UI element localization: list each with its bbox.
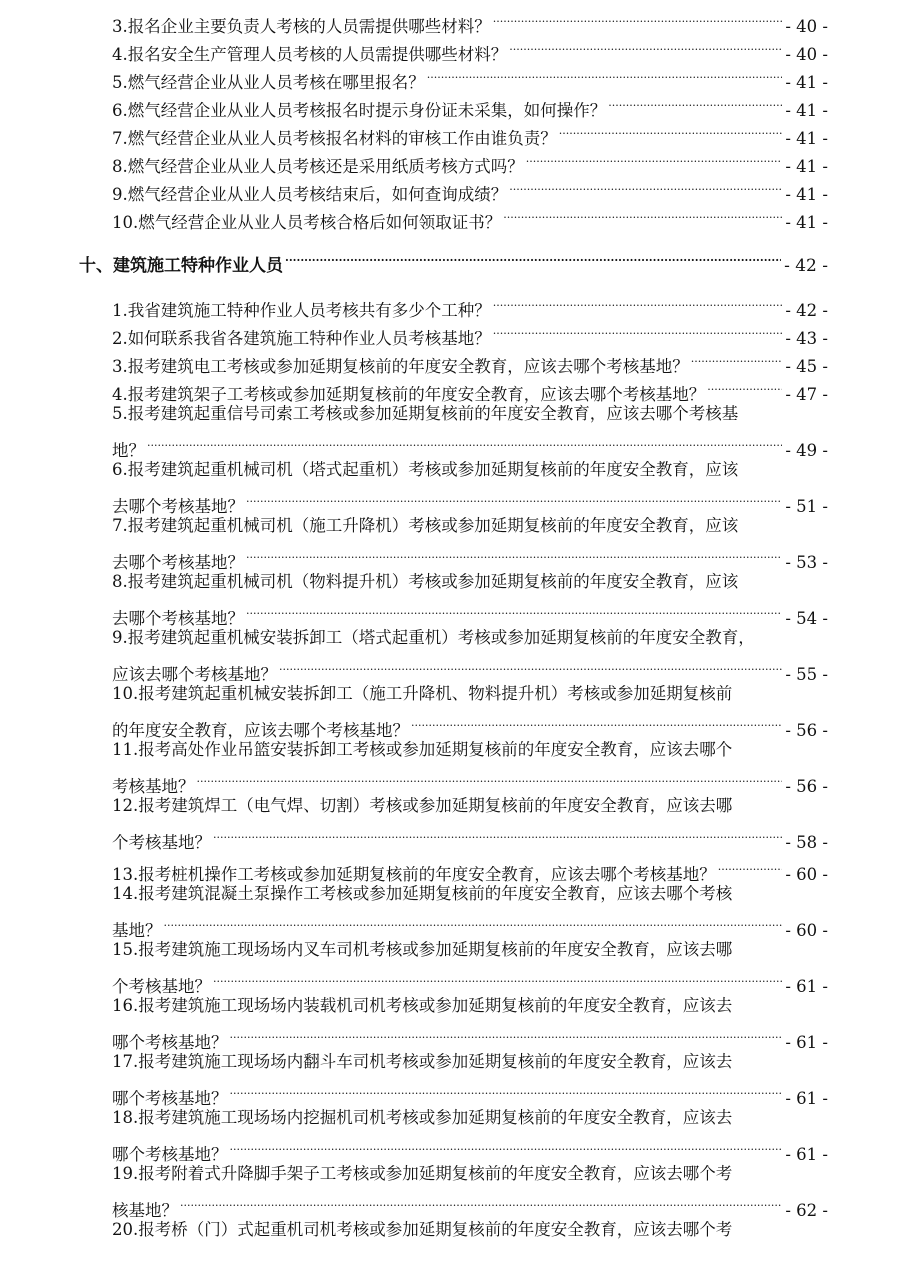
toc-entry-title: 4.报名安全生产管理人员考核的人员需提供哪些材料？ [112,45,508,64]
leader-dots [705,372,782,400]
toc-entry-title: 9.燃气经营企业从业人员考核结束后，如何查询成绩？ [112,185,508,204]
toc-entry-page: - 60 - [785,921,828,940]
toc-entry[interactable] [112,316,828,348]
toc-entry-title-cont: 的年度安全教育，应该去哪个考核基地？ [112,721,409,740]
leader-dots [606,88,782,116]
toc-entry-title: 8.报考建筑起重机械司机（物料提升机）考核或参加延期复核前的年度安全教育，应该 [112,572,739,591]
toc-entry[interactable] [112,1104,828,1164]
toc-entry-page: - 56 - [785,777,828,796]
leader-dots [524,144,783,172]
toc-entry[interactable] [112,200,828,232]
toc-entry-page: - 62 - [785,1201,828,1220]
toc-entry[interactable] [112,4,828,36]
toc-entry[interactable] [112,1216,828,1244]
toc-entry-title: 10.燃气经营企业从业人员考核合格后如何领取证书？ [112,213,502,232]
toc-entry-title: 10.报考建筑起重机械安装拆卸工（施工升降机、物料提升机）考核或参加延期复核前 [112,684,733,703]
toc-entry[interactable] [112,88,828,120]
toc-entry-title-cont: 考核基地？ [112,777,195,796]
toc-entry[interactable] [112,1160,828,1220]
toc-entry-title: 3.报考建筑电工考核或参加延期复核前的年度安全教育，应该去哪个考核基地？ [112,357,689,376]
toc-entry[interactable] [112,512,828,572]
toc-entry[interactable] [112,680,828,740]
leader-dots [491,4,783,32]
toc-entry[interactable] [112,880,828,940]
toc-entry[interactable] [112,852,828,884]
toc-entry[interactable] [112,936,828,996]
toc-entry-title-cont: 核基地？ [112,1201,178,1220]
toc-entry-title: 20.报考桥（门）式起重机司机考核或参加延期复核前的年度安全教育，应该去哪个考 [112,1220,733,1239]
toc-entry-page: - 61 - [785,1033,828,1052]
leader-dots [689,344,783,372]
leader-dots [244,484,782,512]
toc-entry-page: - 40 - [785,45,828,64]
toc-entry-page: - 53 - [785,553,828,572]
leader-dots [244,540,782,568]
toc-entry[interactable] [112,1048,828,1108]
leader-dots [211,820,782,848]
leader-dots [277,652,782,680]
leader-dots [228,1020,783,1048]
toc-entry-page: - 41 - [785,157,828,176]
toc-entry-title-cont: 个考核基地？ [112,833,211,852]
toc-entry-title-cont: 去哪个考核基地？ [112,497,244,516]
toc-entry-title-cont: 个考核基地？ [112,977,211,996]
toc-entry[interactable] [112,60,828,92]
toc-section-heading[interactable] [79,243,828,276]
toc-entry[interactable] [112,344,828,376]
toc-entry-page: - 40 - [785,17,828,36]
toc-entry-page: - 54 - [785,609,828,628]
toc-entry-page: - 55 - [785,665,828,684]
toc-entry[interactable] [112,288,828,320]
leader-dots [557,116,783,144]
toc-entry[interactable] [112,736,828,796]
toc-entry-title: 12.报考建筑焊工（电气焊、切割）考核或参加延期复核前的年度安全教育，应该去哪 [112,796,733,815]
toc-entry[interactable] [112,32,828,64]
leader-dots [491,316,783,344]
toc-entry-title: 6.报考建筑起重机械司机（塔式起重机）考核或参加延期复核前的年度安全教育，应该 [112,460,739,479]
toc-entry-title: 18.报考建筑施工现场场内挖掘机司机考核或参加延期复核前的年度安全教育，应该去 [112,1108,733,1127]
toc-entry-page: - 51 - [785,497,828,516]
toc-entry-title: 15.报考建筑施工现场场内叉车司机考核或参加延期复核前的年度安全教育，应该去哪 [112,940,733,959]
leader-dots [409,708,782,736]
toc-entry-title: 9.报考建筑起重机械安装拆卸工（塔式起重机）考核或参加延期复核前的年度安全教育， [112,628,755,647]
toc-entry-page: - 60 - [785,865,828,884]
leader-dots [491,288,783,316]
toc-entry-title: 5.报考建筑起重信号司索工考核或参加延期复核前的年度安全教育，应该去哪个考核基 [112,404,739,423]
toc-entry-page: - 56 - [785,721,828,740]
toc-entry-title: 16.报考建筑施工现场场内装载机司机考核或参加延期复核前的年度安全教育，应该去 [112,996,733,1015]
section-page: - 42 - [784,256,828,276]
toc-entry[interactable] [112,456,828,516]
toc-entry-title-cont: 去哪个考核基地？ [112,553,244,572]
toc-entry-page: - 61 - [785,977,828,996]
toc-entry-title-cont: 去哪个考核基地？ [112,609,244,628]
leader-dots [195,764,783,792]
toc-entry-page: - 41 - [785,129,828,148]
toc-entry-title-cont: 应该去哪个考核基地？ [112,665,277,684]
leader-dots [145,428,782,456]
toc-entry-title-cont: 地？ [112,441,145,460]
toc-entry-page: - 61 - [785,1089,828,1108]
toc-entry-page: - 41 - [785,185,828,204]
toc-entry-title: 19.报考附着式升降脚手架子工考核或参加延期复核前的年度安全教育，应该去哪个考 [112,1164,733,1183]
toc-entry-page: - 58 - [785,833,828,852]
toc-entry-title: 11.报考高处作业吊篮安装拆卸工考核或参加延期复核前的年度安全教育，应该去哪个 [112,740,733,759]
toc-entry[interactable] [112,568,828,628]
toc-entry-title: 4.报考建筑架子工考核或参加延期复核前的年度安全教育，应该去哪个考核基地？ [112,385,706,404]
toc-entry-page: - 41 - [785,213,828,232]
toc-entry[interactable] [112,400,828,460]
toc-entry-page: - 49 - [785,441,828,460]
leader-dots [244,596,782,624]
leader-dots [228,1132,783,1160]
leader-dots [211,964,782,992]
toc-entry-title-cont: 基地？ [112,921,162,940]
toc-entry-page: - 41 - [785,101,828,120]
toc-entry-page: - 43 - [785,329,828,348]
toc-entry-title: 14.报考建筑混凝土泵操作工考核或参加延期复核前的年度安全教育，应该去哪个考核 [112,884,733,903]
toc-entry-title: 8.燃气经营企业从业人员考核还是采用纸质考核方式吗？ [112,157,524,176]
leader-dots [162,908,783,936]
toc-entry-title: 6.燃气经营企业从业人员考核报名时提示身份证未采集，如何操作？ [112,101,607,120]
toc-entry-page: - 47 - [785,385,828,404]
toc-entry[interactable] [112,144,828,176]
toc-entry-title: 7.燃气经营企业从业人员考核报名材料的审核工作由谁负责？ [112,129,557,148]
leader-dots [283,243,781,271]
toc-entry[interactable] [112,792,828,852]
leader-dots [178,1188,782,1216]
toc-entry-title-cont: 哪个考核基地？ [112,1145,228,1164]
toc-entry-title: 2.如何联系我省各建筑施工特种作业人员考核基地？ [112,329,491,348]
toc-entry-title: 5.燃气经营企业从业人员考核在哪里报名？ [112,73,425,92]
toc-entry-page: - 45 - [785,357,828,376]
toc-entry[interactable] [112,172,828,204]
toc-entry[interactable] [112,624,828,684]
section-title: 十、建筑施工特种作业人员 [79,256,283,276]
leader-dots [507,32,782,60]
leader-dots [507,172,782,200]
toc-entry[interactable] [112,116,828,148]
leader-dots [425,60,783,88]
toc-entry-title-cont: 哪个考核基地？ [112,1033,228,1052]
toc-entry[interactable] [112,372,828,404]
toc-entry-page: - 41 - [785,73,828,92]
toc-entry-title-cont: 哪个考核基地？ [112,1089,228,1108]
toc-entry-title: 17.报考建筑施工现场场内翻斗车司机考核或参加延期复核前的年度安全教育，应该去 [112,1052,733,1071]
toc-entry-title: 3.报名企业主要负责人考核的人员需提供哪些材料？ [112,17,491,36]
leader-dots [228,1076,783,1104]
toc-entry-title: 7.报考建筑起重机械司机（施工升降机）考核或参加延期复核前的年度安全教育，应该 [112,516,739,535]
toc-entry[interactable] [112,992,828,1052]
toc-entry-title: 1.我省建筑施工特种作业人员考核共有多少个工种？ [112,301,491,320]
leader-dots [716,852,783,880]
toc-entry-page: - 42 - [785,301,828,320]
toc-entry-page: - 61 - [785,1145,828,1164]
leader-dots [501,200,782,228]
toc-entry-title: 13.报考桩机操作工考核或参加延期复核前的年度安全教育，应该去哪个考核基地？ [112,865,716,884]
